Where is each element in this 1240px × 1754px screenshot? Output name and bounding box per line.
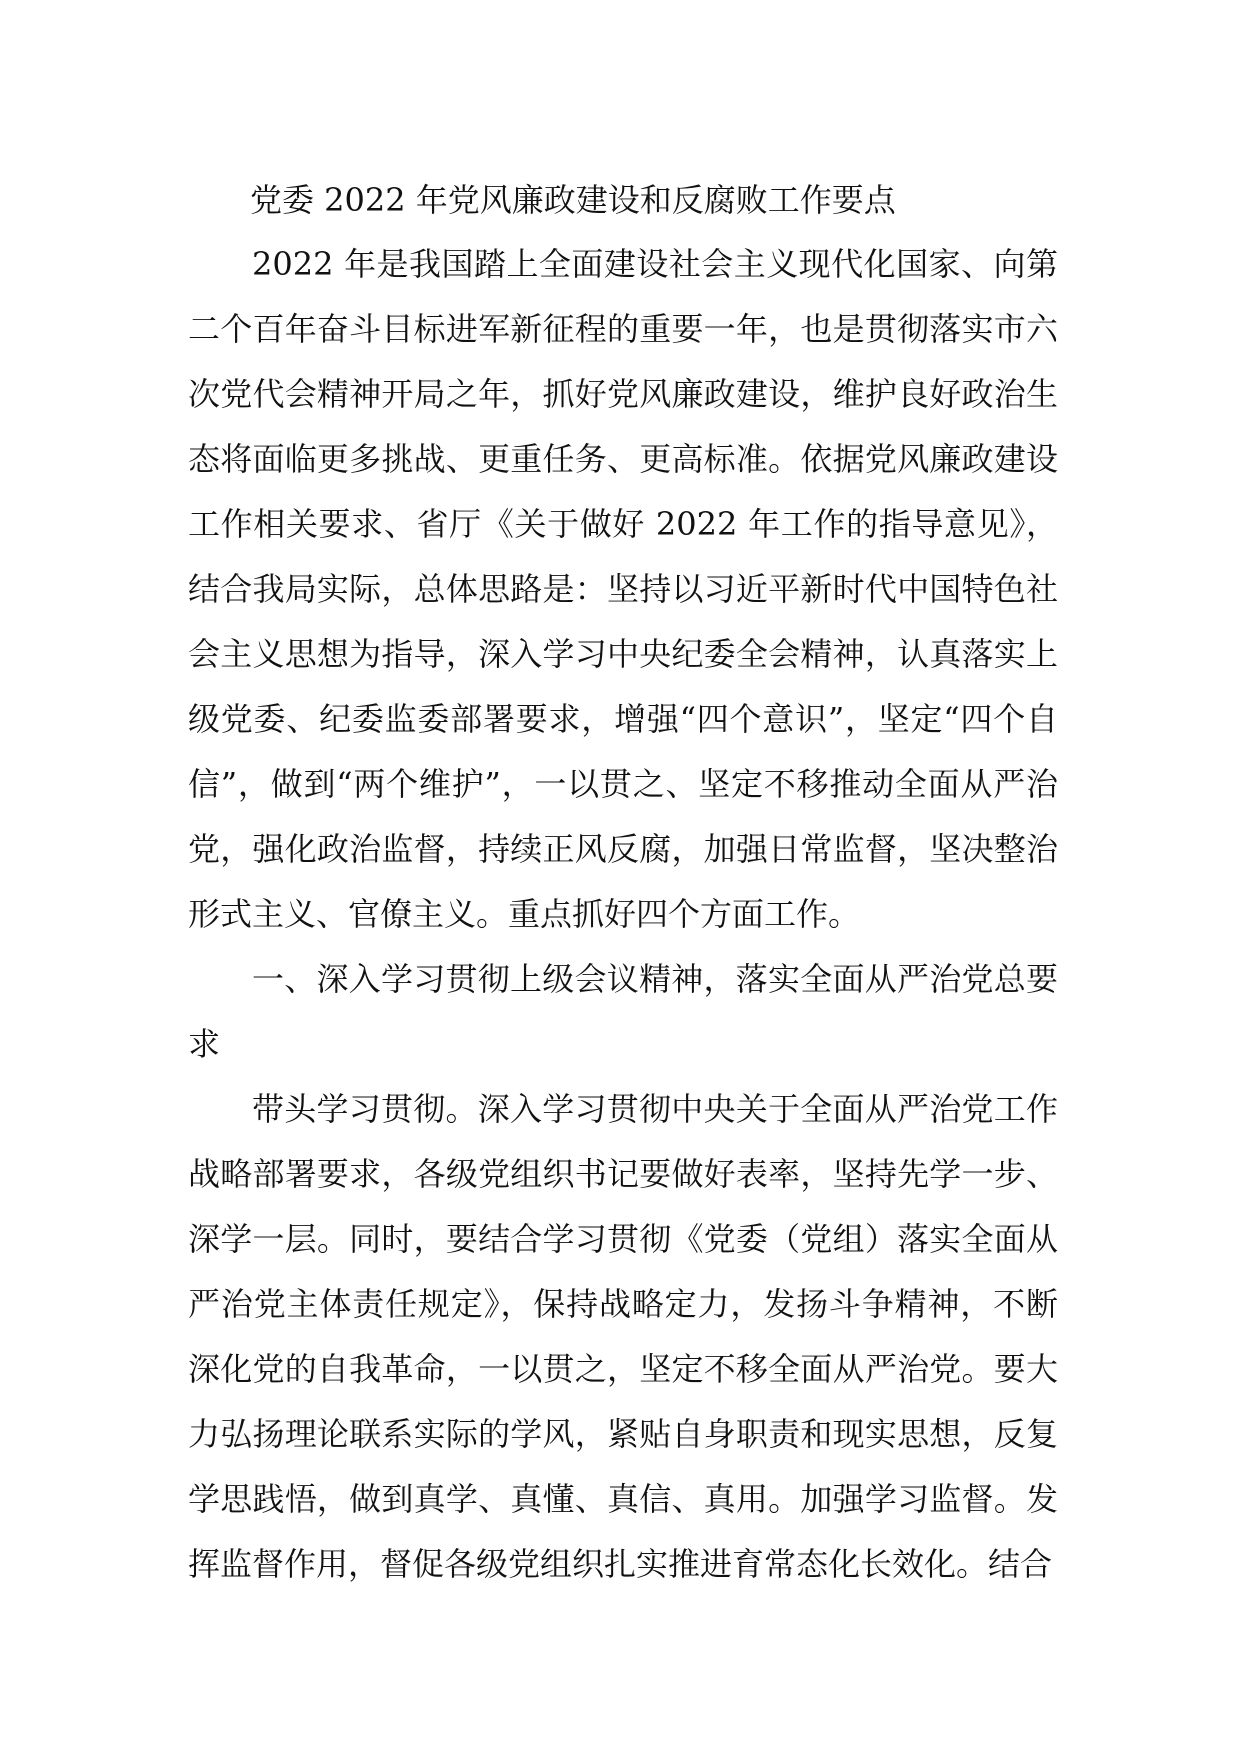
document-title: 党委 2022 年党风廉政建设和反腐败工作要点 bbox=[250, 181, 896, 219]
paragraph-study: 带头学习贯彻。深入学习贯彻中央关于全面从严治党工作战略部署要求，各级党组织书记要做好表率，坚持先学一步、深学一层。同时，要结合学习贯彻《党委（党组）落实全面从严治党主体责任规定》，保持战略定力，发扬斗争精神，不断深化党的自我革命，一以贯之，坚定不移全面从严治党。要大力弘扬理论联系实际的学风，紧贴自身职责和现实思想，反复学思践悟，做到真学、真懂、真信、真用。加强学习监督。发挥监督作用，督促各级党组织扎实推进育常态化长效化。结合 bbox=[188, 1090, 1058, 1583]
document-body bbox=[188, 168, 1058, 1597]
section-heading-1: 一、深入学习贯彻上级会议精神，落实全面从严治党总要求 bbox=[188, 960, 1058, 1063]
paragraph-overview: 2022 年是我国踏上全面建设社会主义现代化国家、向第二个百年奋斗目标进军新征程的重要一年，也是贯彻落实市六次党代会精神开局之年，抓好党风廉政建设，维护良好政治生态将面临更多挑战、更重任务、更高标准。依据党风廉政建设工作相关要求、省厅《关于做好 2022 年工作的指导意见》，结合我局实际，总体思路是：坚持以习近平新时代中国特色社会主义思想为指导，深入学习中央纪委全会精神，认真落实上级党委、纪委监委部署要求，增强“四个意识”，坚定“四个自信”，做到“两个维护”，一以贯之、坚定不移推动全面从严治党，强化政治监督，持续正风反腐，加强日常监督，坚决整治形式主义、官僚主义。重点抓好四个方面工作。 bbox=[188, 245, 1058, 933]
